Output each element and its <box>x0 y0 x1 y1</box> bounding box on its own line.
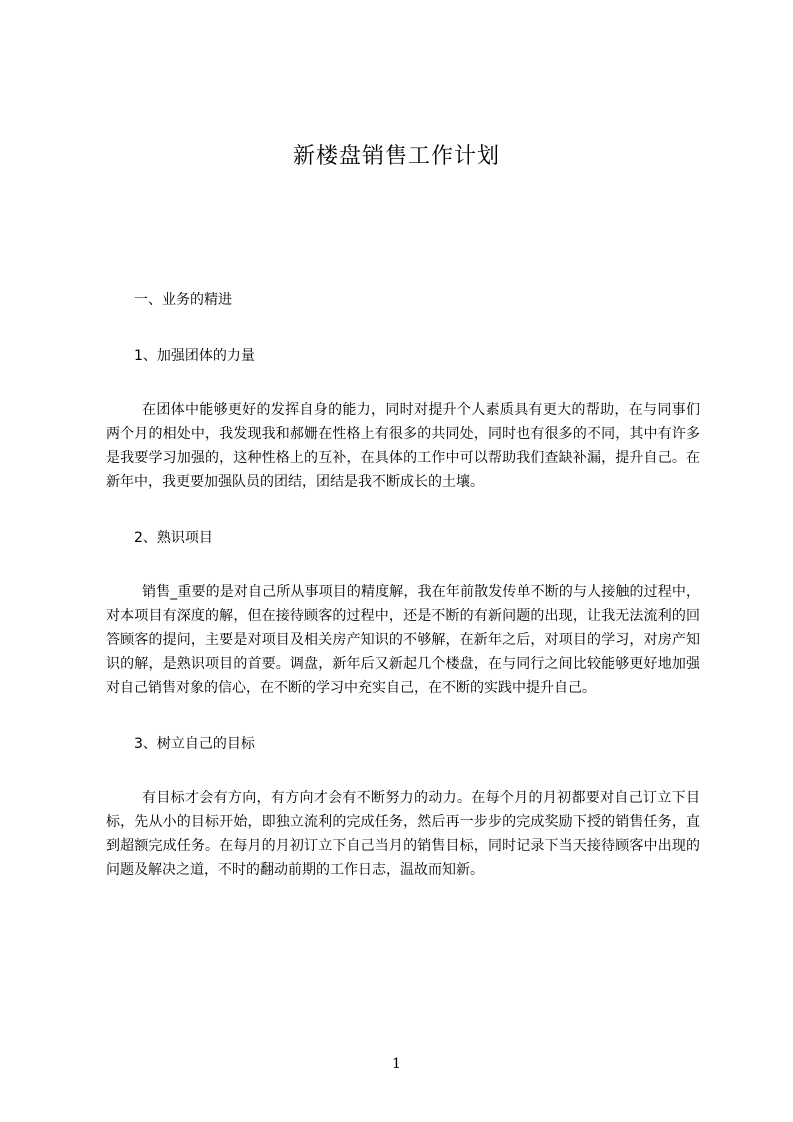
subheading-set-goals: 3、树立自己的目标 <box>134 736 255 752</box>
section-heading-business: 一、业务的精进 <box>134 292 232 308</box>
document-body <box>106 288 700 882</box>
page-number: 1 <box>392 1056 401 1072</box>
document-title: 新楼盘销售工作计划 <box>292 144 500 169</box>
paragraph-set-goals: 有目标才会有方向，有方向才会有不断努力的动力。在每个月的月初都要对自己订立下目标，先从小的目标开始，即独立流利的完成任务，然后再一步步的完成奖励下授的销售任务，直到超额完成任务。在每月的月初订立下自己当月的销售目标，同时记录下当天接待顾客中出现的问题及解决之道，不时的翻动前期的工作日志，温故而知新。 <box>106 790 700 878</box>
paragraph-know-project: 销售_重要的是对自己所从事项目的精度解，我在年前散发传单不断的与人接触的过程中，对本项目有深度的解，但在接待顾客的过程中，还是不断的有新问题的出现，让我无法流利的回答顾客的提问，主要是对项目及相关房产知识的不够解，在新年之后，对项目的学习，对房产知识的解，是熟识项目的首要。调盘，新年后又新起几个楼盘，在与同行之间比较能够更好地加强对自己销售对象的信心，在不断的学习中充实自己，在不断的实践中提升自己。 <box>106 584 700 696</box>
paragraph-team-strength: 在团体中能够更好的发挥自身的能力，同时对提升个人素质具有更大的帮助，在与同事们两个月的相处中，我发现我和郝姗在性格上有很多的共同处，同时也有很多的不同，其中有许多是我要学习加强的，这种性格上的互补，在具体的工作中可以帮助我们查缺补漏，提升自己。在新年中，我更要加强队员的团结，团结是我不断成长的土壤。 <box>106 402 700 490</box>
subheading-know-project: 2、熟识项目 <box>134 530 213 546</box>
subheading-team-strength: 1、加强团体的力量 <box>134 348 255 364</box>
